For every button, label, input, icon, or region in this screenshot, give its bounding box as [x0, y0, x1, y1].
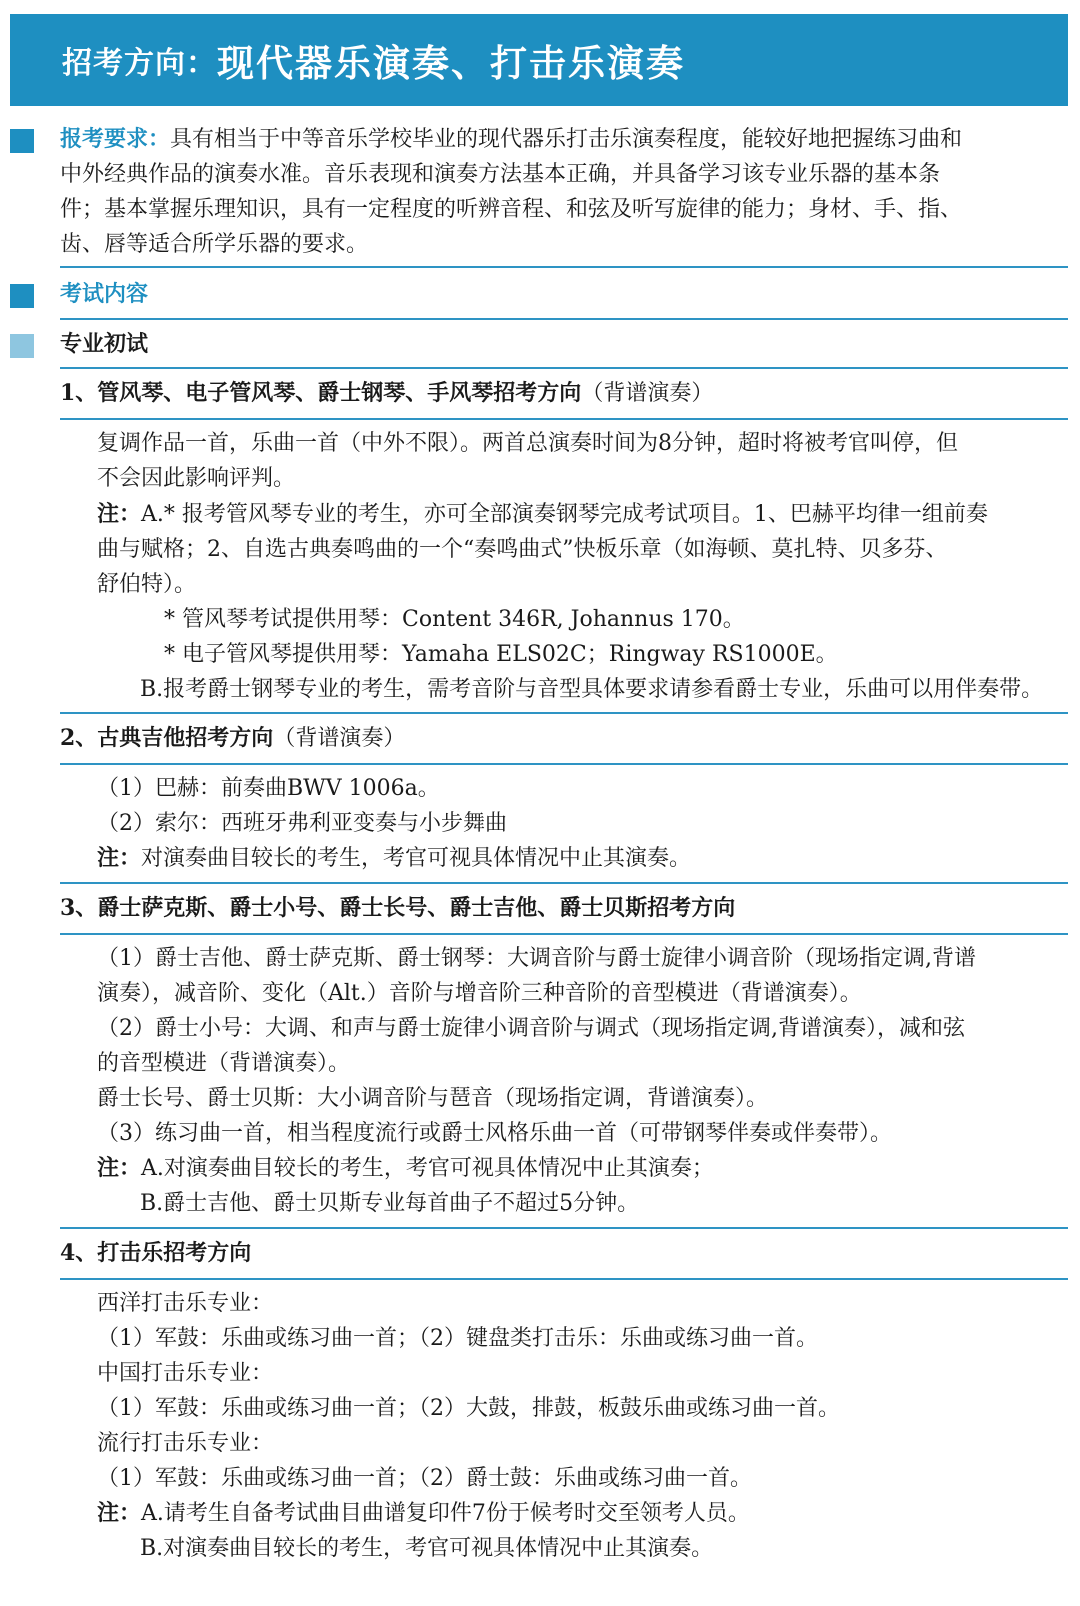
section-4-note — [97, 1496, 750, 1531]
page-title: 现代器乐演奏、打击乐演奏 — [217, 41, 685, 85]
section-4-line: 西洋打击乐专业： — [97, 1291, 274, 1316]
section-4-line: （1）军鼓：乐曲或练习曲一首；（2）键盘类打击乐：乐曲或练习曲一首。 — [97, 1326, 818, 1351]
section-4-line: B.对演奏曲目较长的考生，考官可视具体情况中止其演奏。 — [140, 1536, 714, 1561]
note-label: 注： — [97, 501, 142, 527]
title-banner — [10, 14, 1068, 106]
divider — [60, 266, 1068, 268]
section-1-line: B.报考爵士钢琴专业的考生，需考音阶与音型具体要求请参看爵士专业，乐曲可以用伴奏带。 — [140, 677, 1044, 702]
note-label: 注： — [97, 1155, 142, 1181]
section-1-heading — [60, 376, 713, 411]
section-2-line: （1）巴赫：前奏曲BWV 1006a。 — [97, 776, 440, 801]
requirements-line: 齿、唇等适合所学乐器的要求。 — [60, 232, 369, 257]
section-1-line: 不会因此影响评判。 — [97, 466, 296, 491]
preliminary-heading: 专业初试 — [60, 331, 149, 357]
section-marker-square — [10, 284, 34, 308]
divider — [60, 418, 1068, 420]
divider — [60, 367, 1068, 369]
section-3-line: （2）爵士小号：大调、和声与爵士旋律小调音阶与调式（现场指定调,背谱演奏），减和弦 — [97, 1016, 965, 1041]
section-3-line: 的音型模进（背谱演奏）。 — [97, 1051, 351, 1076]
section-3-heading — [60, 891, 735, 926]
section-3-line: 爵士长号、爵士贝斯：大小调音阶与琶音（现场指定调，背谱演奏）。 — [97, 1086, 769, 1111]
section-4-line: 流行打击乐专业： — [97, 1431, 274, 1456]
section-3-line: 演奏），减音阶、变化（Alt.）音阶与增音阶三种音阶的音型模进（背谱演奏）。 — [97, 981, 862, 1006]
note-label: 注： — [97, 845, 142, 871]
section-1-line: 曲与赋格；2、自选古典奏鸣曲的一个“奏鸣曲式”快板乐章（如海顿、莫扎特、贝多芬、 — [97, 537, 948, 562]
section-2-line: 对演奏曲目较长的考生，考官可视具体情况中止其演奏。 — [141, 846, 692, 871]
section-3-line: B.爵士吉他、爵士贝斯专业每首曲子不超过5分钟。 — [140, 1191, 640, 1216]
section-3-title: 3、爵士萨克斯、爵士小号、爵士长号、爵士吉他、爵士贝斯招考方向 — [60, 895, 736, 921]
divider — [60, 763, 1068, 765]
requirements-line: 件；基本掌握乐理知识，具有一定程度的听辨音程、和弦及听写旋律的能力；身材、手、指、 — [60, 197, 963, 222]
section-1-line: * 电子管风琴提供用琴：Yamaha ELS02C；Ringway RS1000E。 — [164, 642, 838, 667]
section-4-line: 中国打击乐专业： — [97, 1361, 274, 1386]
section-marker-square — [10, 129, 34, 153]
section-1-suffix: （背谱演奏） — [581, 381, 714, 406]
requirements-paragraph — [60, 122, 1020, 262]
divider — [60, 1227, 1068, 1229]
section-2-suffix: （背谱演奏） — [273, 726, 406, 751]
section-1-note — [97, 497, 988, 532]
section-2-heading — [60, 721, 405, 756]
requirements-label: 报考要求： — [60, 126, 171, 152]
section-4-heading — [60, 1236, 251, 1271]
divider — [60, 933, 1068, 935]
section-1-line: 复调作品一首，乐曲一首（中外不限）。两首总演奏时间为8分钟，超时将被考官叫停，但 — [97, 431, 958, 456]
exam-content-heading: 考试内容 — [60, 281, 149, 307]
divider — [60, 882, 1068, 884]
section-1-title: 1、管风琴、电子管风琴、爵士钢琴、手风琴招考方向 — [60, 380, 582, 406]
divider — [60, 1278, 1068, 1280]
section-4-line: （1）军鼓：乐曲或练习曲一首；（2）大鼓，排鼓，板鼓乐曲或练习曲一首。 — [97, 1396, 840, 1421]
section-3-note — [97, 1151, 714, 1186]
requirements-line: 中外经典作品的演奏水准。音乐表现和演奏方法基本正确，并具备学习该专业乐器的基本条 — [60, 162, 941, 187]
section-marker-square — [10, 334, 34, 358]
requirements-line: 具有相当于中等音乐学校毕业的现代器乐打击乐演奏程度，能较好地把握练习曲和 — [170, 127, 963, 152]
section-4-line: （1）军鼓：乐曲或练习曲一首；（2）爵士鼓：乐曲或练习曲一首。 — [97, 1466, 752, 1491]
section-3-line: A.对演奏曲目较长的考生，考官可视具体情况中止其演奏； — [141, 1156, 714, 1181]
title-prefix: 招考方向： — [62, 46, 217, 81]
section-3-line: （1）爵士吉他、爵士萨克斯、爵士钢琴：大调音阶与爵士旋律小调音阶（现场指定调,背谱 — [97, 946, 976, 971]
section-1-line: * 管风琴考试提供用琴：Content 346R, Johannus 170。 — [164, 607, 745, 632]
section-4-title: 4、打击乐招考方向 — [60, 1240, 252, 1266]
divider — [60, 318, 1068, 320]
section-3-line: （3）练习曲一首，相当程度流行或爵士风格乐曲一首（可带钢琴伴奏或伴奏带）。 — [97, 1121, 892, 1146]
section-2-title: 2、古典吉他招考方向 — [60, 725, 274, 751]
section-1-line: A.* 报考管风琴专业的考生，亦可全部演奏钢琴完成考试项目。1、巴赫平均律一组前奏 — [141, 502, 988, 527]
section-1-line: 舒伯特）。 — [97, 572, 197, 597]
section-2-line: （2）索尔：西班牙弗利亚变奏与小步舞曲 — [97, 811, 507, 836]
section-4-line: A.请考生自备考试曲目曲谱复印件7份于候考时交至领考人员。 — [141, 1501, 750, 1526]
section-2-note — [97, 841, 691, 876]
divider — [60, 712, 1068, 714]
note-label: 注： — [97, 1500, 142, 1526]
